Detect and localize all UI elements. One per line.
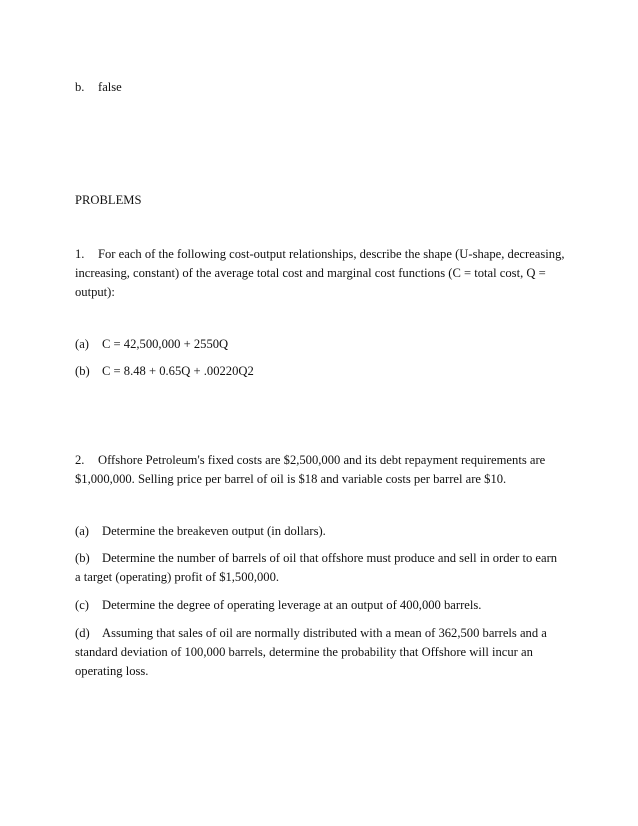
section-heading: PROBLEMS (75, 193, 142, 207)
problem-1-statement (75, 245, 565, 302)
problem-2-statement (75, 451, 565, 489)
part-text: C = 8.48 + 0.65Q + .00220Q2 (102, 364, 254, 378)
problem-2-text: Offshore Petroleum's fixed costs are $2,500,000 and its debt repayment requirements are $1,000,000. Selling price per barrel of oil is $18 and variable costs per barrel are $10. (75, 453, 546, 486)
problem-2-part-b (75, 549, 565, 587)
problem-2-part-d (75, 624, 565, 681)
part-text: C = 42,500,000 + 2550Q (102, 337, 229, 351)
problem-1-part-b (75, 362, 570, 381)
problem-2-part-a (75, 522, 570, 541)
problem-2-number: 2. (75, 453, 85, 467)
part-label: (b) (75, 551, 90, 565)
answer-line (75, 78, 570, 97)
problem-2-part-c (75, 596, 570, 615)
part-label: (c) (75, 598, 89, 612)
answer-marker: b. (75, 80, 85, 94)
problem-1-part-a (75, 335, 570, 354)
part-text: Determine the breakeven output (in dollars). (102, 524, 326, 538)
part-label: (a) (75, 524, 89, 538)
part-text: Determine the number of barrels of oil that offshore must produce and sell in order to earn a target (operating) profit of $1,500,000. (75, 551, 558, 584)
problem-1-number: 1. (75, 247, 85, 261)
problem-1-text: For each of the following cost-output relationships, describe the shape (U-shape, decreasing, increasing, constant) of the average total cost and marginal cost functions (C = total cost, Q = output): (75, 247, 565, 299)
part-text: Assuming that sales of oil are normally distributed with a mean of 362,500 barrels and a standard deviation of 100,000 barrels, determine the probability that Offshore will incur an operating loss. (75, 626, 547, 678)
part-label: (a) (75, 337, 89, 351)
part-text: Determine the degree of operating leverage at an output of 400,000 barrels. (102, 598, 482, 612)
part-label: (b) (75, 364, 90, 378)
part-label: (d) (75, 626, 90, 640)
answer-text: false (98, 80, 122, 94)
